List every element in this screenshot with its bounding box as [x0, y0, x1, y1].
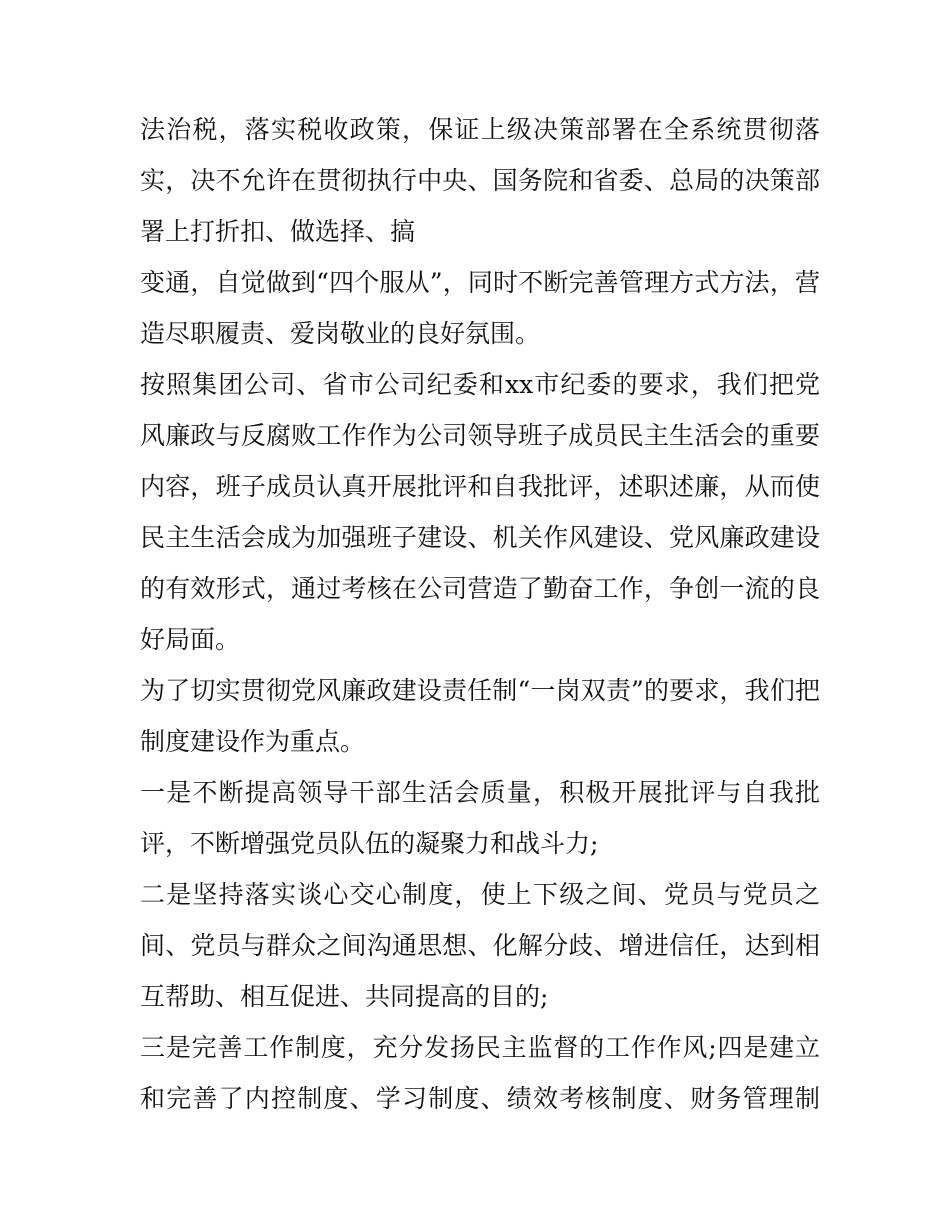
text-line: 互帮助、相互促进、共同提高的目的; [140, 982, 549, 1011]
text-line: 一是不断提高领导干部生活会质量，积极开展批评与自我批 [140, 778, 820, 807]
text-line: 和完善了内控制度、学习制度、绩效考核制度、财务管理制 [140, 1084, 820, 1113]
text-line: 变通，自觉做到“四个服从”，同时不断完善管理方式方法，营 [140, 268, 820, 297]
text-line: 评，不断增强党员队伍的凝聚力和战斗力; [140, 829, 599, 858]
text-line: 制度建设作为重点。 [140, 727, 366, 756]
text-line: 风廉政与反腐败工作作为公司领导班子成员民主生活会的重要 [140, 421, 820, 450]
text-line: 为了切实贯彻党风廉政建设责任制“一岗双责”的要求，我们把 [140, 676, 820, 705]
text-line: 三是完善工作制度，充分发扬民主监督的工作作风;四是建立 [140, 1033, 820, 1062]
text-line: 按照集团公司、省市公司纪委和xx市纪委的要求，我们把党 [140, 370, 820, 399]
text-line: 造尽职履责、爱岗敬业的良好氛围。 [140, 319, 541, 348]
text-line: 实，决不允许在贯彻执行中央、国务院和省委、总局的决策部 [140, 166, 820, 195]
document-body-text [140, 104, 820, 1124]
text-line: 民主生活会成为加强班子建设、机关作风建设、党风廉政建设 [140, 523, 820, 552]
text-line: 内容，班子成员认真开展批评和自我批评，述职述廉，从而使 [140, 472, 820, 501]
text-line: 间、党员与群众之间沟通思想、化解分歧、增进信任，达到相 [140, 931, 820, 960]
text-line: 二是坚持落实谈心交心制度，使上下级之间、党员与党员之 [140, 880, 820, 909]
text-line: 好局面。 [140, 625, 241, 654]
text-line: 法治税，落实税收政策，保证上级决策部署在全系统贯彻落 [140, 115, 820, 144]
text-line: 的有效形式，通过考核在公司营造了勤奋工作，争创一流的良 [140, 574, 820, 603]
text-line: 署上打折扣、做选择、搞 [140, 217, 416, 246]
